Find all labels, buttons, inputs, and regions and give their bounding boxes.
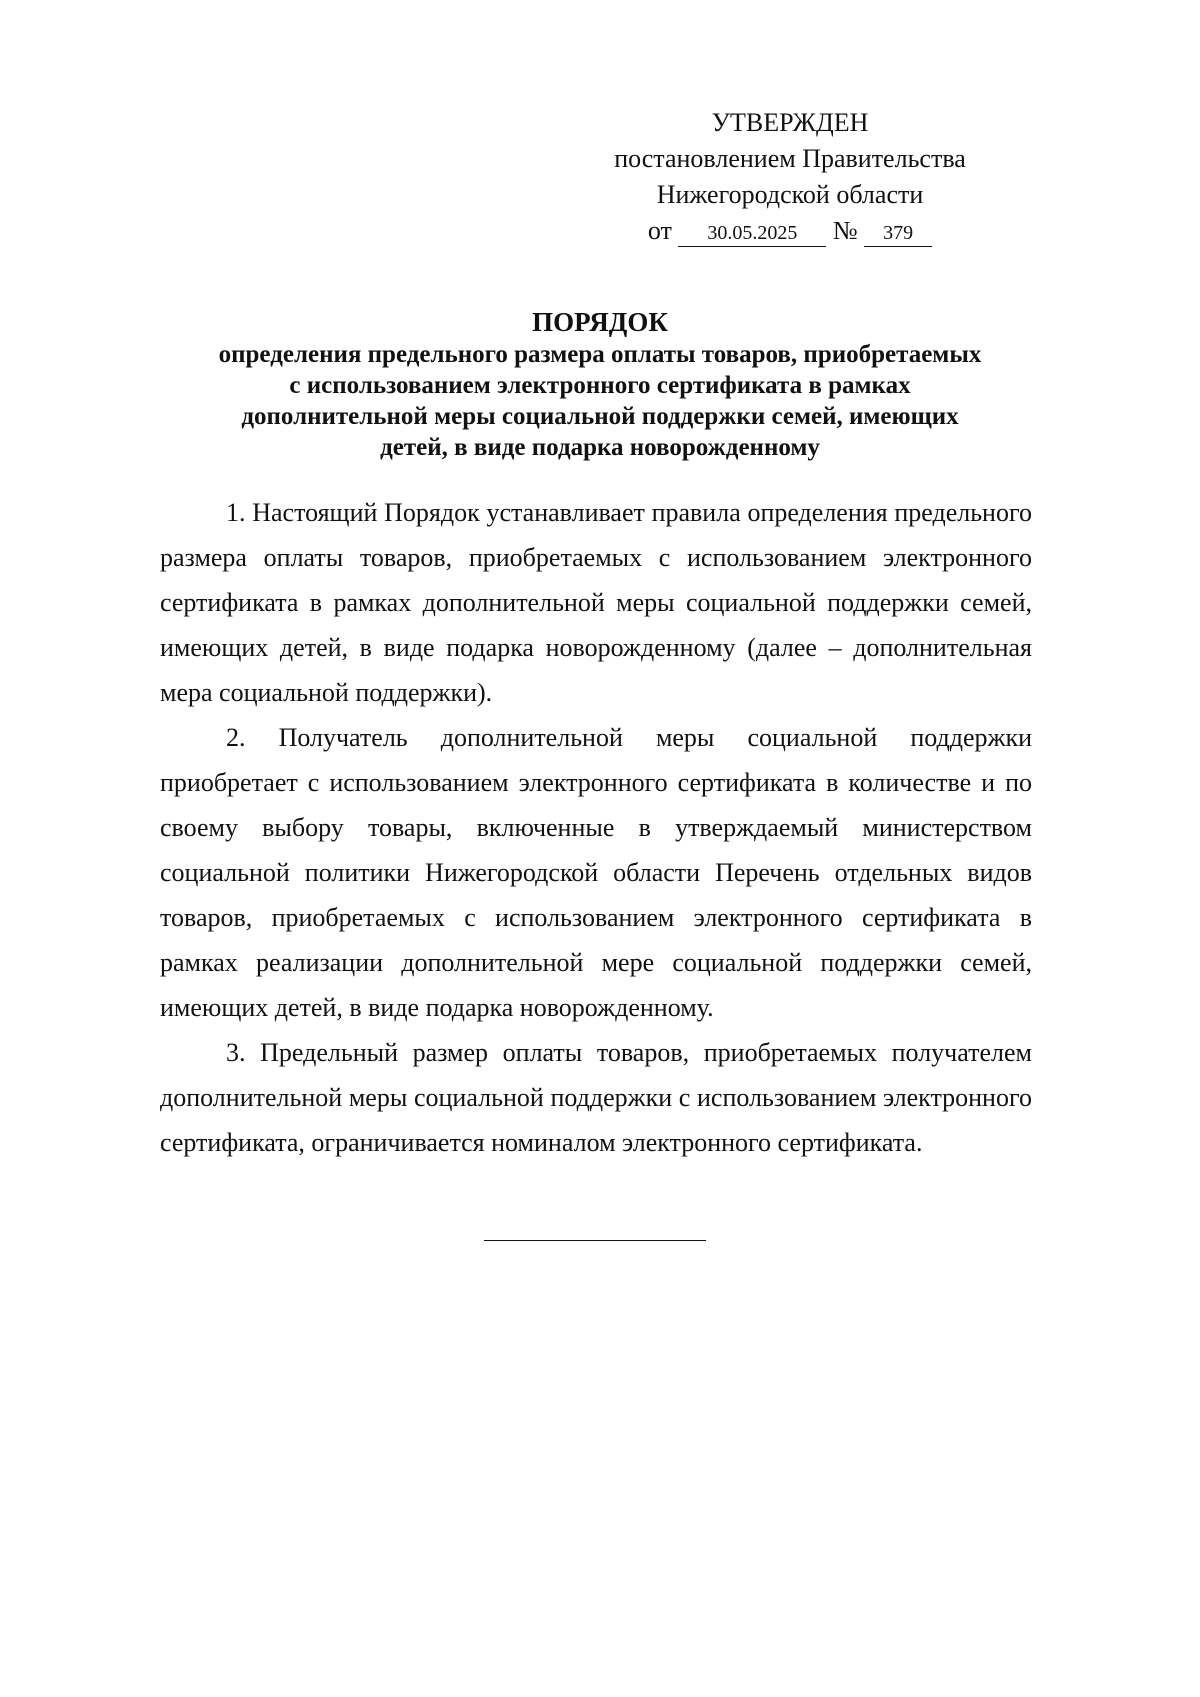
approval-line-2: Нижегородской области <box>656 180 924 209</box>
document-title-block <box>140 305 1060 463</box>
title-line-4: детей, в виде подарка новорожденному <box>380 434 820 461</box>
approval-heading: УТВЕРЖДЕН <box>711 108 869 137</box>
title-line-2: с использованием электронного сертификата в рамках <box>289 372 911 399</box>
document-body <box>160 490 1032 1165</box>
document-title: ПОРЯДОК <box>532 307 668 337</box>
paragraph-1: 1. Настоящий Порядок устанавливает правила определения предельного размера оплаты товаров, приобретаемых с использованием электронного сертификата в рамках дополнительной меры социальной поддержки семей, имеющих детей, в виде подарка новорожденному (далее – дополнительная мера социальной поддержки). <box>160 498 1032 707</box>
title-line-3: дополнительной меры социальной поддержки семей, имеющих <box>241 403 959 430</box>
end-separator-line <box>484 1240 706 1241</box>
approval-stamp-block <box>580 105 1000 249</box>
approval-date: 30.05.2025 <box>678 220 826 247</box>
number-label: № <box>832 216 858 245</box>
paragraph-3: 3. Предельный размер оплаты товаров, приобретаемых получателем дополнительной меры социальной поддержки с использованием электронного сертификата, ограничивается номиналом электронного сертификата. <box>160 1038 1032 1157</box>
paragraph-2: 2. Получатель дополнительной меры социальной поддержки приобретает с использованием электронного сертификата в количестве и по своему выбору товары, включенные в утверждаемый министерством социальной политики Нижегородской области Перечень отдельных видов товаров, приобретаемых с использованием электронного сертификата в рамках реализации дополнительной мере социальной поддержки семей, имеющих детей, в виде подарка новорожденному. <box>160 723 1032 1022</box>
from-label: от <box>647 216 672 245</box>
approval-line-1: постановлением Правительства <box>614 144 966 173</box>
approval-number: 379 <box>864 220 932 247</box>
approval-date-row <box>580 213 1000 249</box>
title-line-1: определения предельного размера оплаты товаров, приобретаемых <box>218 341 982 368</box>
